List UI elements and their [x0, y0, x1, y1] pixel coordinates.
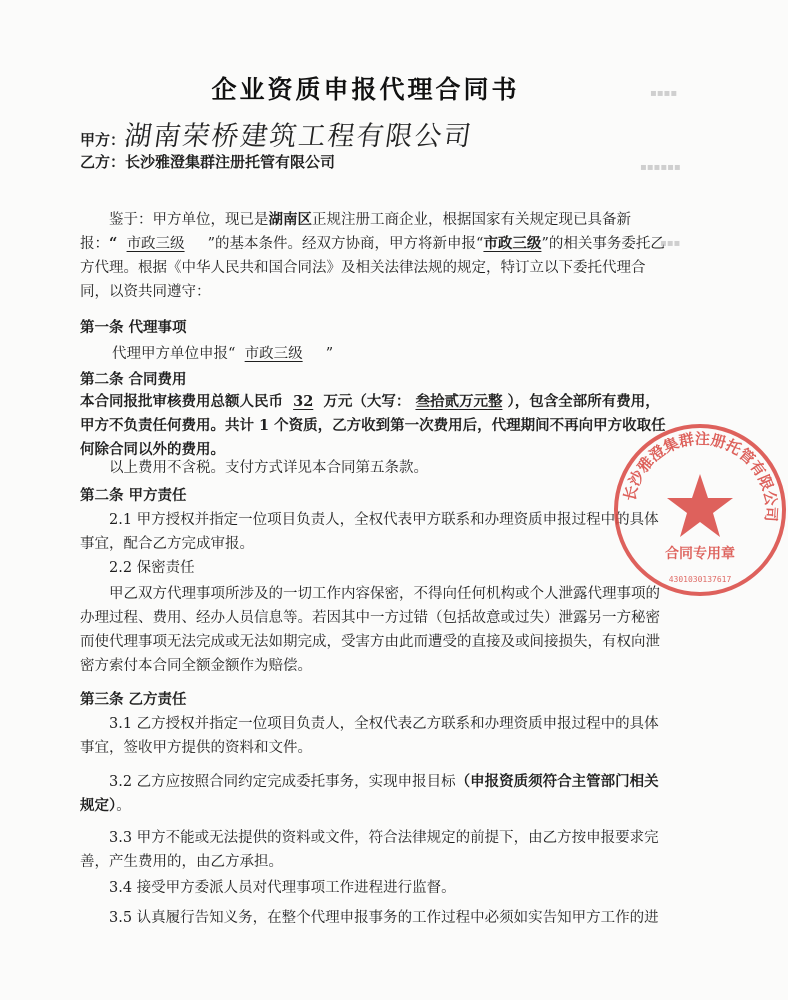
- quote-mark: “: [109, 235, 118, 252]
- preamble-text: ”的基本条件。经双方协商，甲方将新申报“: [207, 236, 484, 252]
- preamble-text: 正规注册工商企业，根据国家有关规定现已具备新报：: [80, 212, 631, 252]
- article-1-text-post: ”: [325, 346, 334, 362]
- company-seal: [612, 422, 788, 598]
- seal-code: 4301030137617: [668, 575, 732, 584]
- preamble-text: ”的相关事务委托乙方代理。根据《中华人民共和国合同法》及相关法律法规的规定，特订立以下委托代理合同，以资共同遵守：: [80, 236, 665, 300]
- party-a-handwritten-name: 湖南荣桥建筑工程有限公司: [122, 121, 475, 152]
- party-a-label: 甲方：: [80, 131, 126, 149]
- clause-3-5: 3.5 认真履行告知义务，在整个代理申报事务的工作过程中必须如实告知甲方工作的进: [109, 910, 659, 926]
- party-b-label: 乙方：: [80, 153, 126, 171]
- preamble-paragraph: [80, 208, 670, 304]
- fee-amount-upper: 叁拾贰万元整: [415, 393, 503, 410]
- article-2-heading: 第二条 合同费用: [80, 371, 187, 388]
- fee-text: ），包含全部所有费用，甲方不负责任何费用。共计 1 个资质，乙方收到第一次费用后，代理期间不再向甲方收取任何除合同以外的费用。: [80, 393, 666, 458]
- fee-text: 本合同报批审核费用总额人民币: [80, 393, 283, 410]
- seal-ring-text: 长沙雅澄集群注册托管有限公司: [620, 429, 781, 523]
- article-1-text-pre: 代理甲方单位申报“: [112, 346, 236, 362]
- tax-note: 以上费用不含税。支付方式详见本合同第五条款。: [109, 460, 428, 476]
- preamble-text: 鉴于：甲方单位，现已是: [109, 212, 269, 228]
- qualification-level: 市政三级: [126, 236, 185, 252]
- seal-bottom-text: 合同专用章: [665, 546, 735, 562]
- clause-3-2: [80, 770, 670, 818]
- show-through-mark: ▪▪▪▪: [650, 88, 678, 99]
- clause-3-4: 3.4 接受甲方委派人员对代理事项工作进程进行监督。: [109, 880, 456, 896]
- article-4-heading: 第三条 乙方责任: [80, 691, 187, 708]
- party-b-line: [80, 151, 335, 172]
- qualification-level: 市政三级: [483, 235, 542, 252]
- seal-star-icon: [667, 474, 733, 537]
- clause-3-2-bold: （申报资质须符合主管部门相关规定）: [80, 773, 659, 814]
- party-b-name: 长沙雅澄集群注册托管有限公司: [125, 153, 336, 171]
- show-through-mark: ▪▪▪: [660, 238, 681, 249]
- article-1-text: [112, 342, 672, 366]
- article-1-heading: 第一条 代理事项: [80, 319, 187, 336]
- clause-2-2-text: 甲乙双方代理事项所涉及的一切工作内容保密，不得向任何机构或个人泄露代理事项的办理过程、费用、经办人员信息等。若因其中一方过错（包括故意或过失）泄露另一方秘密而使代理事项无法完成或无法如期完成，受害方由此而遭受的直接及或间接损失，有权向泄密方索付本合同全额金额作为赔偿。: [80, 586, 660, 674]
- clause-3-3: 3.3 甲方不能或无法提供的资料或文件，符合法律规定的前提下，由乙方按申报要求完善，产生费用的，由乙方承担。: [80, 830, 659, 870]
- fee-paragraph: [80, 390, 670, 462]
- clause-3-2-text: 3.2 乙方应按照合同约定完成委托事务，实现申报目标: [109, 774, 456, 790]
- document-title: 企业资质申报代理合同书: [211, 75, 520, 104]
- clause-3-2-end: 。: [116, 798, 131, 814]
- fee-text: 万元（大写：: [323, 393, 411, 410]
- clause-3-1: 3.1 乙方授权并指定一位项目负责人，全权代表乙方联系和办理资质申报过程中的具体事宜，签收甲方提供的资料和文件。: [80, 716, 659, 756]
- clause-2-1: 2.1 甲方授权并指定一位项目负责人，全权代表甲方联系和办理资质申报过程中的具体事宜，配合乙方完成审报。: [80, 512, 659, 552]
- clause-2-2-title: 2.2 保密责任: [109, 560, 195, 576]
- region-value: 湖南区: [268, 211, 312, 228]
- party-a-line: [80, 114, 473, 153]
- article-3-heading: 第二条 甲方责任: [80, 487, 187, 504]
- fee-amount: 32: [293, 393, 314, 410]
- qualification-level: 市政三级: [244, 346, 303, 362]
- show-through-mark: ▪▪▪▪▪▪: [640, 162, 681, 173]
